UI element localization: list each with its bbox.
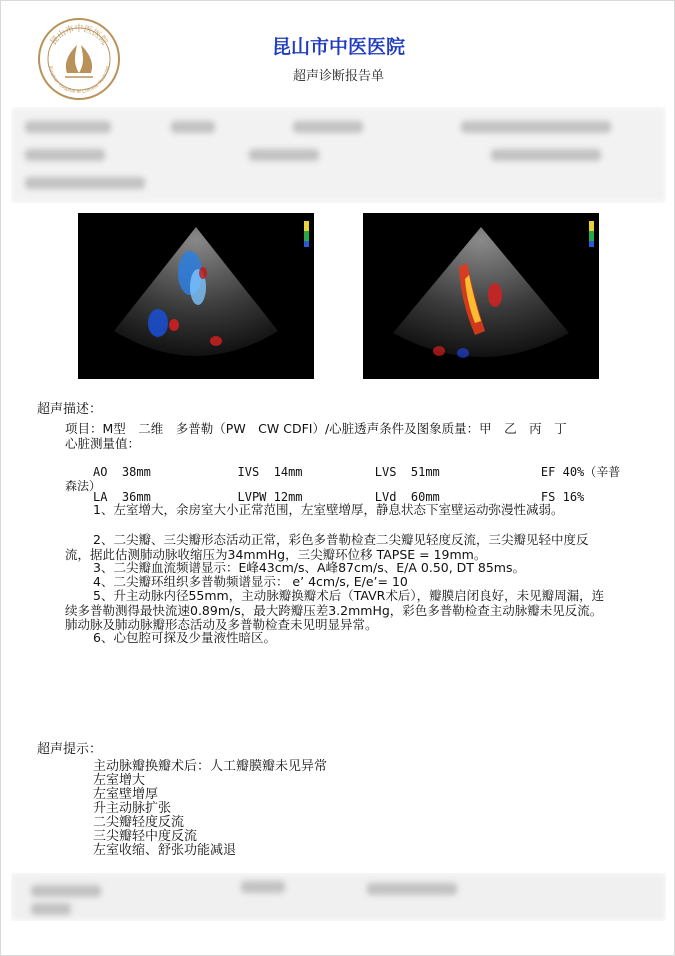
conclusion-item: 升主动脉扩张 [93,801,172,816]
patient-info-redacted [11,107,666,203]
conclusion-label: 超声提示： [37,742,103,757]
finding-1: 1、左室增大，余房室大小正常范围，左室壁增厚，静息状态下室壁运动弥漫性减弱。 [93,502,564,517]
conclusion-item: 左室增大 [93,773,146,788]
project-line: 项目：M型 二维 多普勒（PW CW CDFI）/心脏透声条件及图象质量：甲 乙 丙 丁 [65,421,567,436]
conclusion-item: 二尖瓣轻度反流 [93,815,185,830]
measurements-row1: AO 38mm IVS 14mm LVS 51mm EF 40%（辛普 [93,465,621,479]
conclusion-item: 左室壁增厚 [93,787,159,802]
echo-image-right [363,213,599,379]
logo-text-cn: 昆山市中医医院 [48,24,110,48]
finding-4: 4、二尖瓣环组织多普勒频谱显示： e’ 4cm/s, E/e’= 10 [93,574,408,589]
finding-3: 3、二尖瓣血流频谱显示：E峰43cm/s、A峰87cm/s、E/A 0.50, DT 85ms。 [93,560,526,575]
logo-text-en: Kunshan Hospital of Chinese Medicine [47,65,111,96]
report-title: 超声诊断报告单 [292,69,384,84]
hospital-logo [37,17,121,101]
conclusion-item: 左室收缩、舒张功能减退 [93,843,237,858]
description-label: 超声描述： [37,402,103,417]
measurements-row1-cont: 森法） [65,479,102,493]
measurements-row2: LA 36mm LVPW 12mm LVd 60mm FS 16% [93,490,585,504]
signature-redacted [11,873,666,921]
measure-label: 心脏测量值： [65,436,141,451]
hospital-name: 昆山市中医医院 [271,36,405,58]
finding-6: 6、心包腔可探及少量液性暗区。 [93,630,276,645]
finding-5: 5、升主动脉内径55mm，主动脉瓣换瓣术后（TAVR术后），瓣膜启闭良好，未见瓣周漏，连续多普勒测得最快流速0.89m/s，最大跨瓣压差3.2mmHg，彩色多普勒检查主动脉瓣未见反流。肺动脉及肺动脉瓣形态活动及多普勒检查未见明显异常。 [65,588,605,632]
echo-image-left [78,213,314,379]
finding-2: 2、二尖瓣、三尖瓣形态活动正常，彩色多普勒检查二尖瓣见轻度反流，三尖瓣见轻中度反流，据此估测肺动脉收缩压为34mmHg，三尖瓣环位移 TAPSE = 19mm。 [65,532,589,562]
conclusion-item: 主动脉瓣换瓣术后：人工瓣膜瓣未见异常 [93,759,328,774]
conclusion-item: 三尖瓣轻中度反流 [93,829,198,844]
